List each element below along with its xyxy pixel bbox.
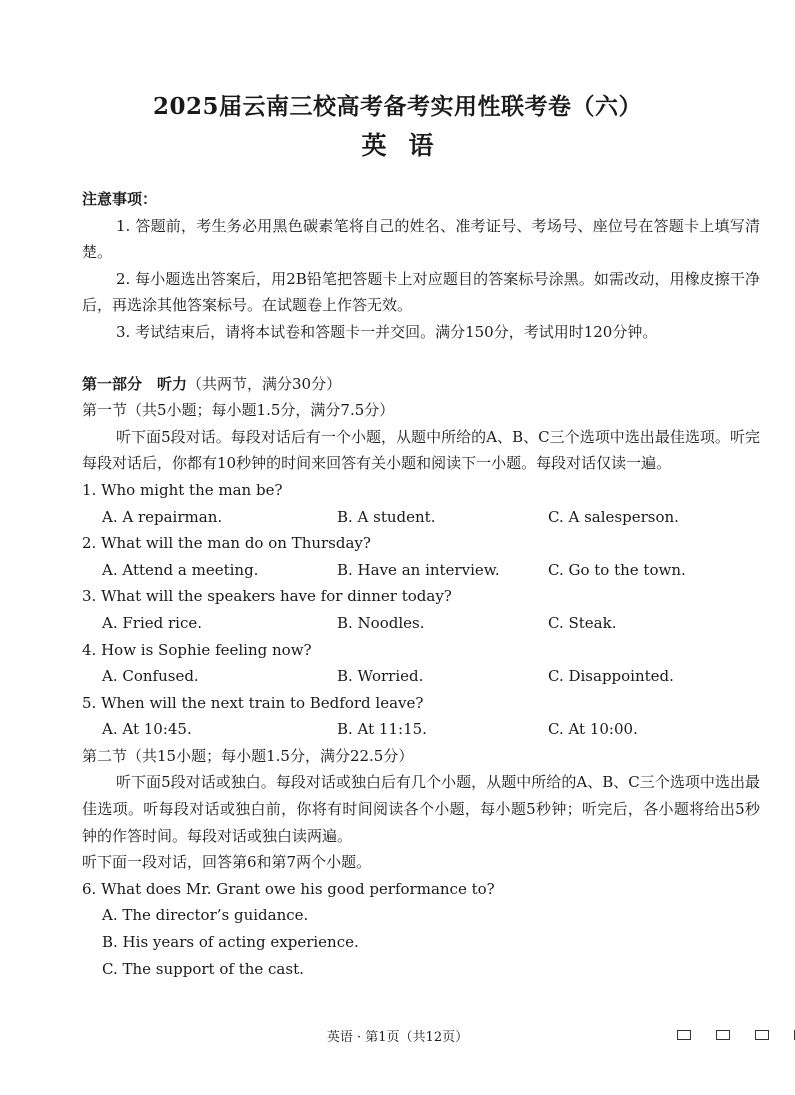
box-mark	[716, 1030, 730, 1040]
question-2: 2. What will the man do on Thursday?	[82, 534, 371, 553]
question-6-option-b: B. His years of acting experience.	[102, 933, 359, 952]
option-c: C. At 10:00.	[548, 720, 638, 739]
page-footer: 英语 · 第1页（共12页）	[326, 1030, 469, 1045]
option-b: B. At 11:15.	[337, 720, 427, 739]
answer-box-marks	[677, 1030, 795, 1040]
question-1-options	[82, 504, 760, 531]
question-3-options	[82, 610, 760, 637]
section1-instructions: 听下面5段对话。每段对话后有一个小题，从题中所给的A、B、C三个选项中选出最佳选项。听完每段对话后，你都有10秒钟的时间来回答有关小题和阅读下一小题。每段对话仅读一遍。	[82, 427, 760, 473]
option-a: A. Attend a meeting.	[102, 560, 259, 579]
box-mark	[677, 1030, 691, 1040]
question-3: 3. What will the speakers have for dinner today?	[82, 587, 452, 606]
option-c: C. Steak.	[548, 613, 617, 632]
option-b: B. Noodles.	[337, 613, 425, 632]
question-6-option-c: C. The support of the cast.	[102, 959, 304, 978]
option-a: A. At 10:45.	[102, 720, 192, 739]
section2-lead: 听下面一段对话，回答第6和第7两个小题。	[82, 853, 372, 872]
exam-title: 2025届云南三校高考备考实用性联考卷（六）	[152, 93, 642, 120]
question-5-options	[82, 716, 760, 743]
option-b: B. Have an interview.	[337, 560, 500, 579]
question-6: 6. What does Mr. Grant owe his good performance to?	[82, 879, 495, 898]
option-c: C. Go to the town.	[548, 560, 686, 579]
option-a: A. A repairman.	[102, 507, 223, 526]
box-mark	[755, 1030, 769, 1040]
notice-item-1: 1. 答题前，考生务必用黑色碳素笔将自己的姓名、准考证号、考场号、座位号在答题卡上填写清楚。	[82, 216, 760, 262]
notice-item-3: 3. 考试结束后，请将本试卷和答题卡一并交回。满分150分，考试用时120分钟。	[116, 322, 658, 341]
part1-heading-rest: （共两节，满分30分）	[187, 374, 342, 393]
question-2-options	[82, 557, 760, 584]
part1-heading	[82, 371, 760, 398]
option-a: A. Confused.	[102, 667, 199, 686]
notice-item-2: 2. 每小题选出答案后，用2B铅笔把答题卡上对应题目的答案标号涂黑。如需改动，用橡皮擦干净后，再选涂其他答案标号。在试题卷上作答无效。	[82, 269, 760, 315]
option-c: C. A salesperson.	[548, 507, 679, 526]
question-6-option-a: A. The director’s guidance.	[102, 906, 309, 925]
section2-heading: 第二节（共15小题；每小题1.5分，满分22.5分）	[82, 746, 414, 765]
part1-heading-bold: 第一部分 听力	[82, 374, 188, 393]
option-b: B. A student.	[337, 507, 436, 526]
option-c: C. Disappointed.	[548, 667, 674, 686]
section2-instructions: 听下面5段对话或独白。每段对话或独白后有几个小题，从题中所给的A、B、C三个选项中选出最佳选项。听每段对话或独白前，你将有时间阅读各个小题，每小题5秒钟；听完后，各小题将给出5秒钟的作答时间。每段对话或独白读两遍。	[82, 773, 760, 845]
option-a: A. Fried rice.	[102, 613, 203, 632]
exam-body	[82, 186, 760, 982]
question-5: 5. When will the next train to Bedford leave?	[82, 693, 424, 712]
question-4-options	[82, 663, 760, 690]
exam-subject: 英语	[361, 131, 456, 160]
option-b: B. Worried.	[337, 667, 424, 686]
question-4: 4. How is Sophie feeling now?	[82, 640, 312, 659]
section1-heading: 第一节（共5小题；每小题1.5分，满分7.5分）	[82, 401, 395, 420]
question-1: 1. Who might the man be?	[82, 480, 283, 499]
notice-heading: 注意事项：	[82, 190, 158, 208]
